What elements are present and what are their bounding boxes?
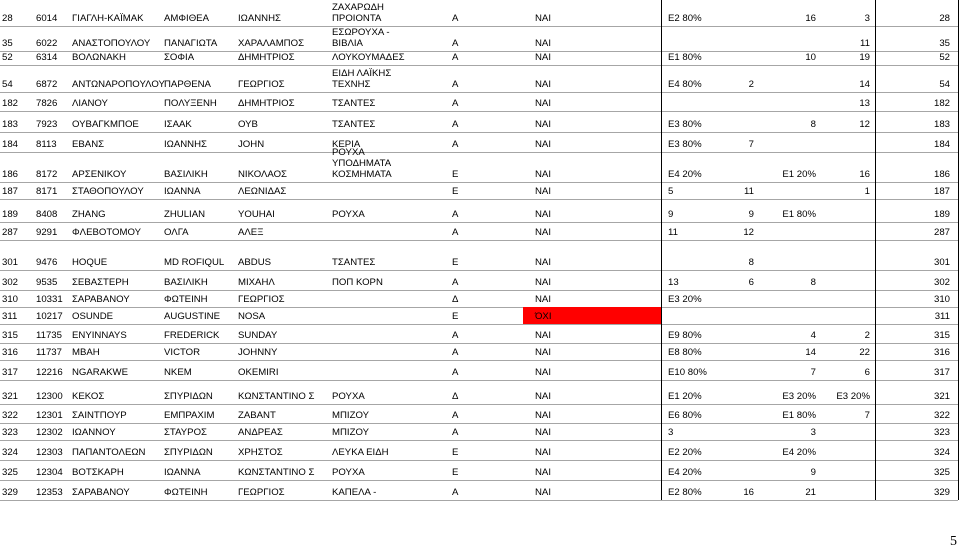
cell-c10: Ε3 20% <box>668 294 702 305</box>
cell-c2: 8113 <box>36 139 57 150</box>
cell-c7: Α <box>452 79 459 90</box>
cell-c3: ΕΒΑΝΣ <box>72 139 105 150</box>
cell-c6: ΡΟΥΧΑ ΥΠΟΔΗΜΑΤΑ ΚΟΣΜΗΜΑΤΑ <box>332 147 392 180</box>
cell-c13: 187 <box>933 186 950 197</box>
cell-c9: 6 <box>748 277 754 288</box>
cell-c9: 12 <box>743 227 754 238</box>
cell-c10: 11 <box>668 227 678 238</box>
table-row <box>0 440 960 460</box>
cell-c13: 311 <box>934 311 950 322</box>
cell-c1: 54 <box>2 79 13 90</box>
table-row <box>0 51 960 65</box>
cell-c4: ZHULIAN <box>164 209 206 220</box>
cell-c4: ΙΣΑΑΚ <box>164 119 192 130</box>
cell-c7: Ε <box>452 169 459 180</box>
cell-c7: Ε <box>452 186 459 197</box>
table-row <box>0 222 960 240</box>
cell-c8: ΝΑΙ <box>535 209 551 220</box>
cell-c5: ΚΩΝΣΤΑΝΤΙΝΟ Σ <box>238 467 315 478</box>
cell-c10: Ε4 20% <box>668 467 702 478</box>
cell-c1: 183 <box>2 119 19 130</box>
cell-c13: 321 <box>933 391 950 402</box>
cell-c11: Ε1 80% <box>782 410 816 421</box>
cell-c3: ΦΛΕΒΟΤΟΜΟΥ <box>72 227 142 238</box>
cell-c8: ΝΑΙ <box>535 52 551 63</box>
table-row <box>0 92 960 111</box>
cell-c2: 6022 <box>36 38 58 49</box>
cell-c6: ΚΕΡΙΑ <box>332 139 361 150</box>
cell-c7: Ε <box>452 467 459 478</box>
table-row <box>0 360 960 380</box>
cell-c1: 311 <box>2 311 18 322</box>
cell-c11: 4 <box>810 330 816 341</box>
cell-c10: Ε4 80% <box>668 79 702 90</box>
cell-c7: Α <box>452 330 459 341</box>
cell-c12: 19 <box>859 52 870 63</box>
cell-c2: 7826 <box>36 98 58 109</box>
cell-c1: 317 <box>2 367 19 378</box>
cell-c3: ΣΤΑΘΟΠΟΥΛΟΥ <box>72 186 144 197</box>
cell-c2: 11737 <box>36 347 62 358</box>
cell-c4: ΣΤΑΥΡΟΣ <box>164 427 207 438</box>
cell-c8: ΝΑΙ <box>535 186 551 197</box>
cell-c2: 9535 <box>36 277 58 288</box>
cell-c2: 9476 <box>36 257 58 268</box>
cell-c3: NGARAKWE <box>72 367 128 378</box>
column-border <box>875 0 876 500</box>
cell-c2: 6014 <box>36 13 58 24</box>
cell-c8: ΝΑΙ <box>535 391 551 402</box>
cell-c12: 2 <box>864 330 870 341</box>
cell-c7: Α <box>452 347 459 358</box>
cell-c5: SUNDAY <box>238 330 278 341</box>
table-row <box>0 147 960 182</box>
cell-c2: 12300 <box>36 391 63 402</box>
cell-c5: ΝΙΚΟΛΑΟΣ <box>238 169 287 180</box>
cell-c11: 8 <box>810 277 816 288</box>
page-number: 5 <box>950 534 957 549</box>
cell-c4: ΦΩΤΕΙΝΗ <box>164 294 208 305</box>
cell-c2: 12216 <box>36 367 63 378</box>
cell-c12: 3 <box>864 13 870 24</box>
table-row <box>0 199 960 222</box>
cell-c6: ΕΙΔΗ ΛΑΪΚΗΣ ΤΕΧΝΗΣ <box>332 68 392 90</box>
table-row <box>0 26 960 51</box>
cell-c6: ΛΟΥΚΟΥΜΑΔΕΣ <box>332 52 405 63</box>
cell-c12: 12 <box>859 119 870 130</box>
cell-c3: ΣΑΡΑΒΑΝΟΥ <box>72 294 130 305</box>
cell-c4: ΒΑΣΙΛΙΚΗ <box>164 277 208 288</box>
cell-c8: ΝΑΙ <box>535 257 551 268</box>
row-divider <box>0 500 958 501</box>
cell-c5: ΚΩΝΣΤΑΝΤΙΝΟ Σ <box>238 391 315 402</box>
cell-c6: ΜΠΙΖΟΥ <box>332 427 369 438</box>
cell-c5: ΛΕΩΝΙΔΑΣ <box>238 186 287 197</box>
cell-c3: ΠΑΠΑΝΤΟΛΕΩΝ <box>72 447 146 458</box>
table-row <box>0 380 960 404</box>
cell-c13: 54 <box>939 79 950 90</box>
cell-c5: ΓΕΩΡΓΙΟΣ <box>238 79 285 90</box>
cell-c8: ΝΑΙ <box>535 98 551 109</box>
cell-c13: 184 <box>933 139 950 150</box>
cell-c4: ΙΩΑΝΝΑ <box>164 186 201 197</box>
cell-c1: 321 <box>2 391 19 402</box>
cell-c9: 2 <box>748 79 754 90</box>
cell-c6: ΤΣΑΝΤΕΣ <box>332 257 376 268</box>
cell-c13: 322 <box>933 410 950 421</box>
cell-c6: ΚΑΠΕΛΑ - <box>332 487 377 498</box>
cell-c7: Ε <box>452 257 459 268</box>
cell-c11: Ε4 20% <box>782 447 816 458</box>
cell-c7: Α <box>452 367 459 378</box>
cell-c1: 184 <box>2 139 19 150</box>
cell-c7: Α <box>452 119 459 130</box>
cell-c13: 316 <box>933 347 950 358</box>
cell-c5: ΧΑΡΑΛΑΜΠΟΣ <box>238 38 305 49</box>
cell-c5: ΔΗΜΗΤΡΙΟΣ <box>238 52 295 63</box>
cell-c8: ΝΑΙ <box>535 79 551 90</box>
cell-c5: ABDUS <box>238 257 272 268</box>
cell-c7: Δ <box>452 391 459 402</box>
cell-c10: Ε9 80% <box>668 330 702 341</box>
cell-c2: 12303 <box>36 447 63 458</box>
cell-c12: 16 <box>859 169 870 180</box>
cell-c3: ΣΑΙΝΤΠΟΥΡ <box>72 410 127 421</box>
cell-c12: 7 <box>864 410 870 421</box>
cell-c4: ΣΠΥΡΙΔΩΝ <box>164 391 213 402</box>
cell-c11: 3 <box>810 427 816 438</box>
cell-c12: 13 <box>859 98 870 109</box>
cell-c10: Ε2 20% <box>668 447 702 458</box>
cell-c1: 52 <box>2 52 13 63</box>
cell-c3: MBAH <box>72 347 100 358</box>
cell-c11: 16 <box>805 13 816 24</box>
cell-c10: Ε1 20% <box>668 391 702 402</box>
cell-c2: 11735 <box>36 330 62 341</box>
cell-c3: ΚΕΚΟΣ <box>72 391 105 402</box>
cell-c1: 28 <box>2 13 13 24</box>
cell-c3: ΛΙΑΝΟΥ <box>72 98 108 109</box>
cell-c13: 186 <box>933 169 950 180</box>
cell-c3: ΒΟΤΣΚΑΡΗ <box>72 467 124 478</box>
cell-c1: 187 <box>2 186 19 197</box>
cell-c12: 1 <box>864 186 870 197</box>
cell-c10: 3 <box>668 427 674 438</box>
cell-c7: Α <box>452 139 459 150</box>
cell-c2: 8172 <box>36 169 58 180</box>
cell-c7: Α <box>452 277 459 288</box>
cell-c3: ENYINNAYS <box>72 330 127 341</box>
cell-c8: ΝΑΙ <box>535 410 551 421</box>
cell-c13: 35 <box>939 38 950 49</box>
cell-c4: ΙΩΑΝΝΗΣ <box>164 139 207 150</box>
cell-c4: ΠΑΝΑΓΙΩΤΑ <box>164 38 218 49</box>
cell-c12: 14 <box>859 79 870 90</box>
cell-c7: Α <box>452 52 459 63</box>
cell-c6: ΤΣΑΝΤΕΣ <box>332 98 376 109</box>
cell-c13: 323 <box>933 427 950 438</box>
cell-c7: Α <box>452 209 459 220</box>
cell-c1: 35 <box>2 38 13 49</box>
table-row <box>0 343 960 360</box>
cell-c6: ΤΣΑΝΤΕΣ <box>332 119 376 130</box>
cell-c5: JOHNNY <box>238 347 278 358</box>
table-row <box>0 460 960 480</box>
table-row <box>0 111 960 132</box>
cell-c11: 14 <box>805 347 816 358</box>
cell-c7: Α <box>452 227 459 238</box>
cell-c8: ΝΑΙ <box>535 367 551 378</box>
cell-c2: 9291 <box>36 227 58 238</box>
cell-c4: MD ROFIQUL <box>164 257 225 268</box>
cell-c5: ΖΑΒΑΝΤ <box>238 410 276 421</box>
cell-c12: 6 <box>864 367 870 378</box>
cell-c10: Ε4 20% <box>668 169 702 180</box>
cell-c5: ΙΩΑΝΝΗΣ <box>238 13 281 24</box>
cell-c5: NOSA <box>238 311 266 322</box>
cell-c2: 10217 <box>36 311 63 322</box>
table-row <box>0 240 960 270</box>
cell-c10: Ε2 80% <box>668 487 702 498</box>
cell-c5: ΓΕΩΡΓΙΟΣ <box>238 294 285 305</box>
cell-c4: ΙΩΑΝΝΑ <box>164 467 201 478</box>
cell-c8: ΝΑΙ <box>535 227 551 238</box>
cell-c2: 12302 <box>36 427 63 438</box>
cell-c13: 28 <box>939 13 950 24</box>
cell-c10: 5 <box>668 186 674 197</box>
cell-c9: 11 <box>744 186 754 197</box>
cell-c4: ΑΜΦΙΘΕΑ <box>164 13 209 24</box>
cell-c13: 302 <box>933 277 950 288</box>
cell-c3: ΣΕΒΑΣΤΕΡΗ <box>72 277 129 288</box>
cell-c4: AUGUSTINE <box>164 311 220 322</box>
cell-c3: ΙΩΑΝΝΟΥ <box>72 427 116 438</box>
cell-c1: 287 <box>2 227 19 238</box>
cell-c3: ΑΝΑΣΤΟΠΟΥΛΟΥ <box>72 38 151 49</box>
cell-c9: 8 <box>748 257 754 268</box>
table-row <box>0 423 960 440</box>
cell-c1: 329 <box>2 487 19 498</box>
cell-c8: ΝΑΙ <box>535 277 551 288</box>
cell-c8: ΝΑΙ <box>535 119 551 130</box>
cell-c11: 9 <box>810 467 816 478</box>
cell-c2: 12304 <box>36 467 63 478</box>
cell-c4: VICTOR <box>164 347 201 358</box>
column-border <box>661 0 662 500</box>
cell-c8: ΝΑΙ <box>535 427 551 438</box>
cell-c7: Α <box>452 38 459 49</box>
cell-c1: 189 <box>2 209 19 220</box>
cell-c7: Ε <box>452 447 459 458</box>
column-border <box>958 0 959 500</box>
cell-c13: 182 <box>933 98 950 109</box>
cell-c6: ΡΟΥΧΑ <box>332 209 365 220</box>
cell-c7: Α <box>452 13 459 24</box>
cell-c8: ΝΑΙ <box>535 13 551 24</box>
cell-c1: 323 <box>2 427 19 438</box>
cell-c13: 315 <box>933 330 950 341</box>
cell-c5: ΓΕΩΡΓΙΟΣ <box>238 487 285 498</box>
cell-c5: ΑΝΔΡΕΑΣ <box>238 427 283 438</box>
cell-c13: 317 <box>933 367 950 378</box>
cell-c2: 8171 <box>36 186 58 197</box>
cell-c10: Ε6 80% <box>668 410 702 421</box>
cell-c8: ΝΑΙ <box>535 139 551 150</box>
cell-c3: OSUNDE <box>72 311 114 322</box>
cell-c3: ZHANG <box>72 209 106 220</box>
cell-c3: ΑΡΣΕΝΙΚΟΥ <box>72 169 127 180</box>
cell-c13: 287 <box>933 227 950 238</box>
cell-c6: ΕΣΩΡΟΥΧΑ - ΒΙΒΛΙΑ <box>332 27 390 49</box>
cell-c9: 16 <box>743 487 754 498</box>
cell-c8: ΝΑΙ <box>535 294 551 305</box>
cell-c4: NKEM <box>164 367 192 378</box>
cell-c13: 52 <box>939 52 950 63</box>
cell-c10: 9 <box>668 209 674 220</box>
cell-c8: ΝΑΙ <box>535 467 551 478</box>
cell-c4: ΕΜΠΡΑΧΙΜ <box>164 410 215 421</box>
cell-c7: Δ <box>452 294 459 305</box>
cell-c1: 316 <box>2 347 19 358</box>
cell-c10: Ε10 80% <box>668 367 707 378</box>
cell-c1: 301 <box>2 257 19 268</box>
cell-c6: ΡΟΥΧΑ <box>332 467 365 478</box>
table-row <box>0 404 960 423</box>
cell-c8: ΝΑΙ <box>535 487 551 498</box>
cell-c11: Ε1 80% <box>782 209 816 220</box>
cell-c6: ΛΕΥΚΑ ΕΙΔΗ <box>332 447 389 458</box>
cell-c1: 315 <box>2 330 19 341</box>
cell-c11: 10 <box>805 52 816 63</box>
cell-c6: ΖΑΧΑΡΩΔΗ ΠΡΟΙΟΝΤΑ <box>332 2 384 24</box>
cell-c13: 183 <box>933 119 950 130</box>
cell-c11: Ε3 20% <box>782 391 816 402</box>
cell-c2: 10331 <box>36 294 63 305</box>
cell-c10: 13 <box>668 277 679 288</box>
cell-c3: ΑΝΤΩΝΑΡΟΠΟΥΛΟΥ <box>72 79 165 90</box>
cell-c4: ΦΩΤΕΙΝΗ <box>164 487 208 498</box>
cell-c13: 324 <box>933 447 950 458</box>
cell-c7: Α <box>452 98 459 109</box>
cell-c10: Ε3 80% <box>668 139 702 150</box>
cell-c2: 6314 <box>36 52 58 63</box>
cell-c2: 7923 <box>36 119 58 130</box>
cell-c13: 310 <box>933 294 950 305</box>
cell-c2: 12353 <box>36 487 63 498</box>
cell-c2: 6872 <box>36 79 58 90</box>
cell-c10: Ε3 80% <box>668 119 702 130</box>
table-row <box>0 65 960 92</box>
cell-c1: 325 <box>2 467 19 478</box>
cell-c5: ΜΙΧΑΗΛ <box>238 277 275 288</box>
table-row <box>0 270 960 290</box>
cell-c5: ΑΛΕΞ <box>238 227 264 238</box>
table-row <box>0 132 960 152</box>
cell-c1: 324 <box>2 447 19 458</box>
cell-c3: ΒΟΛΩΝΑΚΗ <box>72 52 126 63</box>
cell-c5: OKEMIRI <box>238 367 279 378</box>
cell-c9: 9 <box>748 209 754 220</box>
cell-c5: YOUHAI <box>238 209 275 220</box>
cell-c1: 186 <box>2 169 19 180</box>
cell-c7: Α <box>452 410 459 421</box>
cell-c7: Ε <box>452 311 459 322</box>
table-row <box>0 182 960 199</box>
cell-c11: 8 <box>810 119 816 130</box>
cell-c8: ΝΑΙ <box>535 330 551 341</box>
cell-c2: 12301 <box>36 410 63 421</box>
cell-c4: ΒΑΣΙΛΙΚΗ <box>164 169 208 180</box>
cell-c4: ΣΟΦΙΑ <box>164 52 195 63</box>
cell-c5: ΧΡΗΣΤΟΣ <box>238 447 283 458</box>
cell-c6: ΜΠΙΖΟΥ <box>332 410 369 421</box>
cell-c8: ΌΧΙ <box>535 311 552 322</box>
cell-c6: ΠΟΠ ΚΟΡΝ <box>332 277 383 288</box>
cell-c13: 189 <box>933 209 950 220</box>
cell-c3: ΣΑΡΑΒΑΝΟΥ <box>72 487 130 498</box>
cell-c8: ΝΑΙ <box>535 347 551 358</box>
cell-c5: ΔΗΜΗΤΡΙΟΣ <box>238 98 295 109</box>
cell-c12: 11 <box>860 38 870 49</box>
cell-c4: FREDERICK <box>164 330 220 341</box>
cell-c1: 182 <box>2 98 19 109</box>
cell-c10: Ε8 80% <box>668 347 702 358</box>
cell-c12: 22 <box>859 347 870 358</box>
cell-c3: ΓΙΑΓΛΗ-ΚΑΪΜΑΚ <box>72 13 144 24</box>
cell-c12: Ε3 20% <box>836 391 870 402</box>
table-row <box>0 480 960 500</box>
cell-c1: 302 <box>2 277 19 288</box>
cell-c5: ΟΥΒ <box>238 119 258 130</box>
cell-c8: ΝΑΙ <box>535 169 551 180</box>
cell-c10: Ε2 80% <box>668 13 702 24</box>
cell-c9: 7 <box>748 139 754 150</box>
cell-c13: 329 <box>933 487 950 498</box>
cell-c4: ΠΑΡΘΕΝΑ <box>164 79 211 90</box>
cell-c3: HOQUE <box>72 257 108 268</box>
cell-c5: JOHN <box>238 139 265 150</box>
cell-c8: ΝΑΙ <box>535 38 551 49</box>
cell-c11: 21 <box>805 487 816 498</box>
cell-c7: Α <box>452 427 459 438</box>
cell-c6: ΡΟΥΧΑ <box>332 391 365 402</box>
cell-c13: 301 <box>933 257 950 268</box>
table-row <box>0 290 960 307</box>
cell-c3: ΟΥΒΑΓΚΜΠΟΕ <box>72 119 139 130</box>
table-row <box>0 324 960 343</box>
cell-c10: Ε1 80% <box>668 52 702 63</box>
cell-c1: 322 <box>2 410 19 421</box>
cell-c1: 310 <box>2 294 19 305</box>
cell-c4: ΟΛΓΑ <box>164 227 189 238</box>
cell-c4: ΣΠΥΡΙΔΩΝ <box>164 447 213 458</box>
cell-c11: 7 <box>810 367 816 378</box>
cell-c7: Α <box>452 487 459 498</box>
cell-c13: 325 <box>933 467 950 478</box>
table-row <box>0 0 960 26</box>
table-row <box>0 307 960 324</box>
cell-c8: ΝΑΙ <box>535 447 551 458</box>
cell-c4: ΠΟΛΥΞΕΝΗ <box>164 98 217 109</box>
cell-c2: 8408 <box>36 209 58 220</box>
cell-c11: Ε1 20% <box>782 169 816 180</box>
